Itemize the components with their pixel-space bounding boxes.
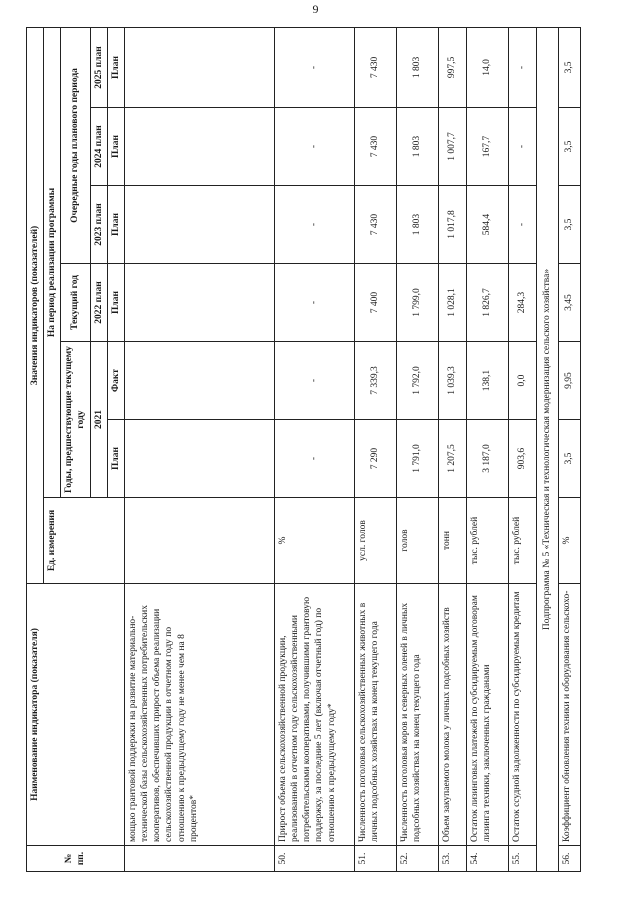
row-2021-plan: 1 791,0 [396,420,438,498]
row-2021-plan: 3,5 [558,420,580,498]
header-fact-2021: Факт [107,342,124,420]
row-2021-plan: 7 290 [354,420,396,498]
row-no: 52. [396,846,438,872]
row-2022 [124,264,274,342]
row-unit: тыс. рублей [466,498,508,584]
row-no: 53. [438,846,466,872]
row-2022: 3,45 [558,264,580,342]
row-no [124,846,274,872]
row-2022: 7 400 [354,264,396,342]
row-unit: % [274,498,354,584]
header-current-year: Текущий год [61,264,90,342]
row-2021-fact [124,342,274,420]
row-2024: 3,5 [558,108,580,186]
header-unit: Ед. измерения [44,498,125,584]
row-2025: 3,5 [558,27,580,107]
header-plan-2025: План [107,27,124,107]
row-name: Остаток лизинговых платежей по субсидируемым договорам лизинга техники, заключенных гражданами [466,584,508,846]
header-year-2022: 2022 план [90,264,107,342]
row-unit [124,498,274,584]
row-name: мощью грантовой поддержки на развитие материально-технической базы сельскохозяйственных потребительских кооперативов, обеспечивших прирост объема реализации сельскохозяйственной продукции в отчетном году по отношению к предыдущему году не менее чем на 8 процентов* [124,584,274,846]
header-next-years: Очередные годы планового периода [61,27,90,263]
header-row-1 [27,27,44,871]
header-year-2023: 2023 план [90,186,107,264]
subprogram-title: Подпрограмма № 5 «Техническая и технологическая модернизация сельского хозяйства» [536,27,558,871]
row-2025 [124,27,274,107]
indicators-table [26,27,581,872]
rotated-table-area [26,28,606,872]
row-2024: 1 803 [396,108,438,186]
row-2025: 14,0 [466,27,508,107]
row-2023: 7 430 [354,186,396,264]
row-2023: 584,4 [466,186,508,264]
row-2024: - [508,108,536,186]
row-2024: 7 430 [354,108,396,186]
row-2021-fact: 0,0 [508,342,536,420]
rotated-table-container [26,28,606,872]
table-row [558,27,580,871]
row-2022: 1 826,7 [466,264,508,342]
row-2021-fact: 1 792,0 [396,342,438,420]
row-name: Прирост объема сельскохозяйственной продукции, реализованной в отчетном году сельскохозяйственными потребительскими кооперативами, получившими грантовую поддержку, за последние 5 лет (включая отчетный год) по отношению к предыдущему году* [274,584,354,846]
row-name: Численность поголовья сельскохозяйственных животных в личных подсобных хозяйствах на конец текущего года [354,584,396,846]
row-no: 55. [508,846,536,872]
header-prev-years: Годы, предшествующие текущему году [61,342,90,498]
row-2024 [124,108,274,186]
row-2025: - [508,27,536,107]
header-plan-2021: План [107,420,124,498]
row-unit: голов [396,498,438,584]
row-2023: - [508,186,536,264]
row-2024: 167,7 [466,108,508,186]
row-2022: 1 799,0 [396,264,438,342]
table-row [124,27,274,871]
header-year-2024: 2024 план [90,108,107,186]
row-2025: - [274,27,354,107]
row-unit: % [558,498,580,584]
row-2025: 7 430 [354,27,396,107]
row-2021-plan [124,420,274,498]
table-row [274,27,354,871]
row-2021-fact: 138,1 [466,342,508,420]
page-number: 9 [312,2,319,16]
row-name: Численность поголовья коров и северных оленей в личных подсобных хозяйствах на конец текущего года [396,584,438,846]
table-row [466,27,508,871]
row-name: Коэффициент обновления техники и оборудования сельскохо- [558,584,580,846]
row-2021-plan: 903,6 [508,420,536,498]
table-row [508,27,536,871]
row-2021-fact: 7 339,3 [354,342,396,420]
row-2022: 284,3 [508,264,536,342]
row-2021-plan: - [274,420,354,498]
row-no: 54. [466,846,508,872]
table-row [438,27,466,871]
header-year-2025: 2025 план [90,27,107,107]
subprogram-row [536,27,558,871]
row-2021-fact: 9,95 [558,342,580,420]
header-plan-2024: План [107,108,124,186]
header-period-group: На период реализации программы [44,27,61,497]
table-row [354,27,396,871]
row-2021-plan: 3 187,0 [466,420,508,498]
header-values-group: Значения индикаторов (показателей) [27,27,44,583]
row-unit: тонн [438,498,466,584]
table-row [396,27,438,871]
row-2022: - [274,264,354,342]
row-name: Объем закупаемого молока у личных подсобных хозяйств [438,584,466,846]
row-2023: 1 017,8 [438,186,466,264]
row-2024: - [274,108,354,186]
header-plan-2022: План [107,264,124,342]
row-2022: 1 028,1 [438,264,466,342]
row-no: 51. [354,846,396,872]
row-2023: - [274,186,354,264]
row-2021-fact: 1 039,3 [438,342,466,420]
header-name: Наименование индикатора (показателя) [27,584,125,846]
row-2023 [124,186,274,264]
row-2023: 1 803 [396,186,438,264]
header-year-2021: 2021 [90,342,107,498]
row-no: 50. [274,846,354,872]
row-unit: усл. голов [354,498,396,584]
row-2023: 3,5 [558,186,580,264]
header-no: № пп. [27,846,125,872]
row-2025: 1 803 [396,27,438,107]
row-2021-fact: - [274,342,354,420]
row-2021-plan: 1 207,5 [438,420,466,498]
row-name: Остаток ссудной задолженности по субсидируемым кредитам [508,584,536,846]
row-2025: 997,5 [438,27,466,107]
row-no: 56. [558,846,580,872]
header-plan-2023: План [107,186,124,264]
row-2024: 1 007,7 [438,108,466,186]
row-unit: тыс. рублей [508,498,536,584]
